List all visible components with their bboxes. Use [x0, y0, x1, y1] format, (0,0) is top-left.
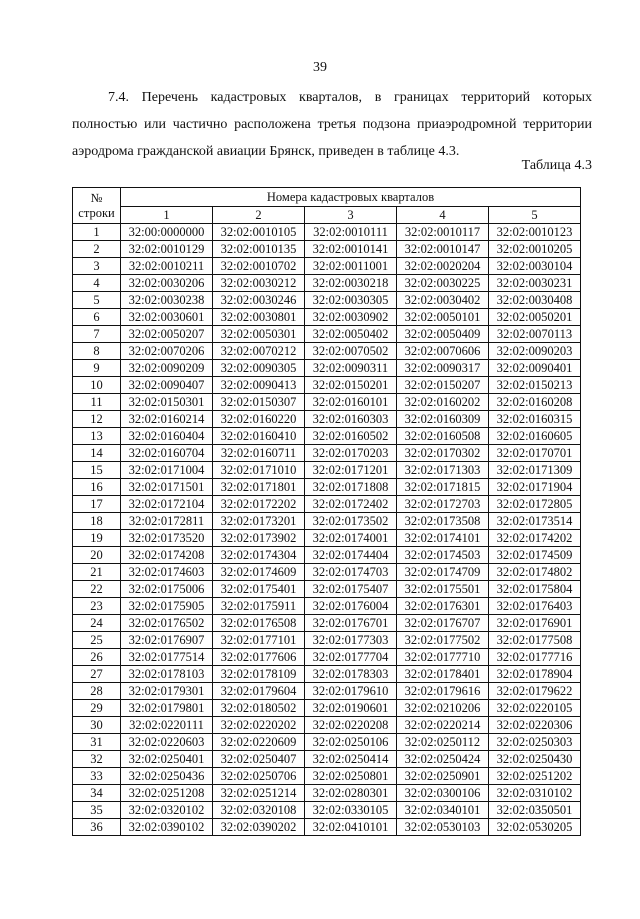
row-number-cell: 28 [73, 683, 121, 700]
cadastral-number-cell: 32:02:0174603 [121, 564, 213, 581]
intro-line-2: полностью или частично расположена третья подзона приаэродромной территории [72, 117, 592, 132]
cadastral-number-cell: 32:02:0090305 [213, 360, 305, 377]
cadastral-number-cell: 32:02:0177606 [213, 649, 305, 666]
cadastral-number-cell: 32:02:0174802 [489, 564, 581, 581]
cadastral-number-cell: 32:02:0171501 [121, 479, 213, 496]
table-header-row [73, 188, 581, 207]
cadastral-number-cell: 32:02:0178109 [213, 666, 305, 683]
cadastral-number-cell: 32:02:0174503 [397, 547, 489, 564]
cadastral-number-cell: 32:02:0010129 [121, 241, 213, 258]
table-row [73, 360, 581, 377]
cadastral-number-cell: 32:02:0070113 [489, 326, 581, 343]
cadastral-number-cell: 32:02:0090413 [213, 377, 305, 394]
cadastral-number-cell: 32:02:0160605 [489, 428, 581, 445]
cadastral-number-cell: 32:02:0020204 [397, 258, 489, 275]
cadastral-number-cell: 32:02:0390202 [213, 819, 305, 836]
row-number-cell: 3 [73, 258, 121, 275]
cadastral-number-cell: 32:02:0171004 [121, 462, 213, 479]
cadastral-number-cell: 32:02:0250436 [121, 768, 213, 785]
cadastral-number-cell: 32:02:0011001 [305, 258, 397, 275]
cadastral-number-cell: 32:02:0174101 [397, 530, 489, 547]
cadastral-number-cell: 32:02:0172104 [121, 496, 213, 513]
cadastral-number-cell: 32:02:0176004 [305, 598, 397, 615]
cadastral-number-cell: 32:02:0173502 [305, 513, 397, 530]
cadastral-number-cell: 32:02:0010147 [397, 241, 489, 258]
cadastral-number-cell: 32:02:0251214 [213, 785, 305, 802]
cadastral-number-cell: 32:02:0160101 [305, 394, 397, 411]
cadastral-number-cell: 32:02:0172402 [305, 496, 397, 513]
cadastral-number-cell: 32:02:0190601 [305, 700, 397, 717]
cadastral-number-cell: 32:02:0340101 [397, 802, 489, 819]
table-row [73, 547, 581, 564]
row-number-cell: 35 [73, 802, 121, 819]
row-number-cell: 11 [73, 394, 121, 411]
table-caption: Таблица 4.3 [521, 158, 592, 173]
cadastral-number-cell: 32:02:0030902 [305, 309, 397, 326]
cadastral-number-cell: 32:02:0010702 [213, 258, 305, 275]
cadastral-number-cell: 32:02:0172202 [213, 496, 305, 513]
cadastral-number-cell: 32:02:0174202 [489, 530, 581, 547]
row-number-cell: 4 [73, 275, 121, 292]
table-row [73, 462, 581, 479]
table-body [73, 224, 581, 836]
cadastral-number-cell: 32:02:0160220 [213, 411, 305, 428]
cadastral-number-cell: 32:02:0177101 [213, 632, 305, 649]
cadastral-number-cell: 32:02:0250303 [489, 734, 581, 751]
cadastral-number-cell: 32:02:0174208 [121, 547, 213, 564]
cadastral-number-cell: 32:02:0174609 [213, 564, 305, 581]
cadastral-number-cell: 32:02:0320102 [121, 802, 213, 819]
row-number-cell: 29 [73, 700, 121, 717]
page-number: 39 [313, 60, 327, 75]
cadastral-number-cell: 32:02:0010105 [213, 224, 305, 241]
cadastral-number-cell: 32:02:0050201 [489, 309, 581, 326]
cadastral-number-cell: 32:02:0172805 [489, 496, 581, 513]
cadastral-number-cell: 32:02:0210206 [397, 700, 489, 717]
table-row [73, 598, 581, 615]
table-row [73, 496, 581, 513]
cadastral-number-cell: 32:02:0176701 [305, 615, 397, 632]
cadastral-number-cell: 32:02:0160202 [397, 394, 489, 411]
cadastral-number-cell: 32:02:0178904 [489, 666, 581, 683]
cadastral-number-cell: 32:02:0171904 [489, 479, 581, 496]
row-number-cell: 33 [73, 768, 121, 785]
cadastral-number-cell: 32:02:0160502 [305, 428, 397, 445]
cadastral-number-cell: 32:02:0150301 [121, 394, 213, 411]
cadastral-number-cell: 32:02:0160208 [489, 394, 581, 411]
cadastral-number-cell: 32:02:0160309 [397, 411, 489, 428]
row-number-cell: 6 [73, 309, 121, 326]
cadastral-number-cell: 32:02:0010123 [489, 224, 581, 241]
cadastral-number-cell: 32:02:0010205 [489, 241, 581, 258]
table-row [73, 292, 581, 309]
cadastral-number-cell: 32:02:0175006 [121, 581, 213, 598]
cadastral-number-cell: 32:02:0176508 [213, 615, 305, 632]
row-number-cell: 34 [73, 785, 121, 802]
row-number-cell: 12 [73, 411, 121, 428]
row-number-cell: 17 [73, 496, 121, 513]
cadastral-number-cell: 32:02:0250706 [213, 768, 305, 785]
cadastral-number-cell: 32:02:0090407 [121, 377, 213, 394]
table-row [73, 632, 581, 649]
cadastral-number-cell: 32:02:0176907 [121, 632, 213, 649]
cadastral-number-cell: 32:02:0010135 [213, 241, 305, 258]
cadastral-number-cell: 32:02:0030225 [397, 275, 489, 292]
cadastral-number-cell: 32:02:0160214 [121, 411, 213, 428]
cadastral-number-cell: 32:02:0250401 [121, 751, 213, 768]
cadastral-number-cell: 32:02:0176707 [397, 615, 489, 632]
cadastral-number-cell: 32:02:0030104 [489, 258, 581, 275]
cadastral-number-cell: 32:02:0174404 [305, 547, 397, 564]
row-number-cell: 20 [73, 547, 121, 564]
table-row [73, 479, 581, 496]
cadastral-number-cell: 32:02:0179801 [121, 700, 213, 717]
cadastral-number-cell: 32:02:0030801 [213, 309, 305, 326]
intro-line-3: аэродрома гражданской авиации Брянск, приведен в таблице 4.3. [72, 144, 460, 159]
intro-line-1: 7.4. Перечень кадастровых кварталов, в границах территорий которых [108, 90, 592, 105]
column-number-2: 2 [213, 207, 305, 224]
cadastral-number-cell: 32:02:0179610 [305, 683, 397, 700]
cadastral-number-cell: 32:02:0170302 [397, 445, 489, 462]
row-number-cell: 27 [73, 666, 121, 683]
cadastral-number-cell: 32:02:0030601 [121, 309, 213, 326]
row-number-header-line2: строки [78, 205, 115, 220]
cadastral-number-cell: 32:02:0176502 [121, 615, 213, 632]
table-row [73, 224, 581, 241]
cadastral-number-cell: 32:02:0171303 [397, 462, 489, 479]
cadastral-number-cell: 32:02:0090203 [489, 343, 581, 360]
table-row [73, 394, 581, 411]
cadastral-number-cell: 32:02:0030305 [305, 292, 397, 309]
cadastral-numbers-header: Номера кадастровых кварталов [121, 188, 581, 207]
cadastral-number-cell: 32:02:0180502 [213, 700, 305, 717]
cadastral-number-cell: 32:02:0177704 [305, 649, 397, 666]
table-row [73, 768, 581, 785]
cadastral-number-cell: 32:02:0050402 [305, 326, 397, 343]
cadastral-number-cell: 32:02:0172811 [121, 513, 213, 530]
cadastral-number-cell: 32:02:0173508 [397, 513, 489, 530]
cadastral-number-cell: 32:02:0250801 [305, 768, 397, 785]
table-row [73, 819, 581, 836]
cadastral-number-cell: 32:02:0030218 [305, 275, 397, 292]
row-number-cell: 36 [73, 819, 121, 836]
row-number-cell: 5 [73, 292, 121, 309]
cadastral-number-cell: 32:02:0070212 [213, 343, 305, 360]
table-row [73, 751, 581, 768]
cadastral-number-cell: 32:02:0177508 [489, 632, 581, 649]
cadastral-number-cell: 32:02:0172703 [397, 496, 489, 513]
table-row [73, 666, 581, 683]
column-number-row [73, 207, 581, 224]
cadastral-number-cell: 32:02:0175804 [489, 581, 581, 598]
cadastral-number-cell: 32:02:0050409 [397, 326, 489, 343]
cadastral-number-cell: 32:02:0179301 [121, 683, 213, 700]
cadastral-number-cell: 32:02:0280301 [305, 785, 397, 802]
cadastral-number-cell: 32:02:0170203 [305, 445, 397, 462]
cadastral-number-cell: 32:02:0070606 [397, 343, 489, 360]
cadastral-number-cell: 32:02:0170701 [489, 445, 581, 462]
cadastral-number-cell: 32:02:0220306 [489, 717, 581, 734]
cadastral-number-cell: 32:02:0160704 [121, 445, 213, 462]
cadastral-number-cell: 32:02:0530205 [489, 819, 581, 836]
row-number-cell: 10 [73, 377, 121, 394]
cadastral-number-cell: 32:02:0175401 [213, 581, 305, 598]
cadastral-number-cell: 32:02:0090401 [489, 360, 581, 377]
table-row [73, 564, 581, 581]
row-number-header [73, 188, 121, 224]
table-row [73, 649, 581, 666]
cadastral-number-cell: 32:02:0177303 [305, 632, 397, 649]
cadastral-number-cell: 32:02:0250407 [213, 751, 305, 768]
cadastral-number-cell: 32:02:0310102 [489, 785, 581, 802]
table-row [73, 377, 581, 394]
table-row [73, 343, 581, 360]
cadastral-number-cell: 32:02:0410101 [305, 819, 397, 836]
cadastral-number-cell: 32:02:0176403 [489, 598, 581, 615]
cadastral-number-cell: 32:00:0000000 [121, 224, 213, 241]
cadastral-number-cell: 32:02:0010111 [305, 224, 397, 241]
cadastral-number-cell: 32:02:0150207 [397, 377, 489, 394]
intro-paragraph [72, 84, 592, 165]
cadastral-number-cell: 32:02:0175905 [121, 598, 213, 615]
row-number-cell: 8 [73, 343, 121, 360]
cadastral-number-cell: 32:02:0220603 [121, 734, 213, 751]
cadastral-number-cell: 32:02:0177514 [121, 649, 213, 666]
cadastral-number-cell: 32:02:0030246 [213, 292, 305, 309]
cadastral-number-cell: 32:02:0175911 [213, 598, 305, 615]
cadastral-number-cell: 32:02:0030212 [213, 275, 305, 292]
cadastral-number-cell: 32:02:0320108 [213, 802, 305, 819]
cadastral-number-cell: 32:02:0250414 [305, 751, 397, 768]
cadastral-number-cell: 32:02:0171201 [305, 462, 397, 479]
cadastral-number-cell: 32:02:0030402 [397, 292, 489, 309]
cadastral-number-cell: 32:02:0175407 [305, 581, 397, 598]
cadastral-number-cell: 32:02:0175501 [397, 581, 489, 598]
cadastral-number-cell: 32:02:0220609 [213, 734, 305, 751]
cadastral-number-cell: 32:02:0171815 [397, 479, 489, 496]
cadastral-number-cell: 32:02:0160303 [305, 411, 397, 428]
cadastral-number-cell: 32:02:0174304 [213, 547, 305, 564]
cadastral-number-cell: 32:02:0173520 [121, 530, 213, 547]
row-number-cell: 32 [73, 751, 121, 768]
cadastral-number-cell: 32:02:0179622 [489, 683, 581, 700]
table-row [73, 326, 581, 343]
cadastral-number-cell: 32:02:0150201 [305, 377, 397, 394]
table-row [73, 258, 581, 275]
cadastral-number-cell: 32:02:0070502 [305, 343, 397, 360]
cadastral-number-cell: 32:02:0090317 [397, 360, 489, 377]
column-number-3: 3 [305, 207, 397, 224]
cadastral-number-cell: 32:02:0030408 [489, 292, 581, 309]
row-number-cell: 22 [73, 581, 121, 598]
cadastral-number-cell: 32:02:0030238 [121, 292, 213, 309]
cadastral-number-cell: 32:02:0174709 [397, 564, 489, 581]
cadastral-number-cell: 32:02:0173902 [213, 530, 305, 547]
cadastral-number-cell: 32:02:0177716 [489, 649, 581, 666]
cadastral-number-cell: 32:02:0160711 [213, 445, 305, 462]
cadastral-number-cell: 32:02:0010141 [305, 241, 397, 258]
table-row [73, 734, 581, 751]
table-row [73, 530, 581, 547]
cadastral-number-cell: 32:02:0176901 [489, 615, 581, 632]
cadastral-number-cell: 32:02:0178401 [397, 666, 489, 683]
cadastral-number-cell: 32:02:0160315 [489, 411, 581, 428]
cadastral-number-cell: 32:02:0150307 [213, 394, 305, 411]
cadastral-number-cell: 32:02:0250901 [397, 768, 489, 785]
cadastral-number-cell: 32:02:0177502 [397, 632, 489, 649]
row-number-cell: 7 [73, 326, 121, 343]
row-number-cell: 24 [73, 615, 121, 632]
table-row [73, 802, 581, 819]
cadastral-number-cell: 32:02:0090311 [305, 360, 397, 377]
table-row [73, 445, 581, 462]
table-row [73, 411, 581, 428]
column-number-1: 1 [121, 207, 213, 224]
cadastral-number-cell: 32:02:0250106 [305, 734, 397, 751]
row-number-header-line1: № [90, 190, 103, 205]
cadastral-number-cell: 32:02:0250112 [397, 734, 489, 751]
cadastral-number-cell: 32:02:0050207 [121, 326, 213, 343]
cadastral-number-cell: 32:02:0330105 [305, 802, 397, 819]
row-number-cell: 31 [73, 734, 121, 751]
cadastral-quarters-table [72, 187, 581, 836]
cadastral-number-cell: 32:02:0251208 [121, 785, 213, 802]
row-number-cell: 14 [73, 445, 121, 462]
table-row [73, 683, 581, 700]
table-row [73, 615, 581, 632]
cadastral-number-cell: 32:02:0178103 [121, 666, 213, 683]
table-row [73, 241, 581, 258]
cadastral-number-cell: 32:02:0160404 [121, 428, 213, 445]
cadastral-number-cell: 32:02:0178303 [305, 666, 397, 683]
row-number-cell: 18 [73, 513, 121, 530]
cadastral-number-cell: 32:02:0050301 [213, 326, 305, 343]
row-number-cell: 2 [73, 241, 121, 258]
cadastral-number-cell: 32:02:0050101 [397, 309, 489, 326]
cadastral-number-cell: 32:02:0220214 [397, 717, 489, 734]
cadastral-number-cell: 32:02:0250424 [397, 751, 489, 768]
row-number-cell: 1 [73, 224, 121, 241]
cadastral-number-cell: 32:02:0390102 [121, 819, 213, 836]
cadastral-number-cell: 32:02:0171309 [489, 462, 581, 479]
column-number-5: 5 [489, 207, 581, 224]
cadastral-number-cell: 32:02:0350501 [489, 802, 581, 819]
row-number-cell: 26 [73, 649, 121, 666]
cadastral-number-cell: 32:02:0171801 [213, 479, 305, 496]
cadastral-number-cell: 32:02:0160410 [213, 428, 305, 445]
column-number-4: 4 [397, 207, 489, 224]
cadastral-number-cell: 32:02:0179616 [397, 683, 489, 700]
row-number-cell: 9 [73, 360, 121, 377]
table-row [73, 785, 581, 802]
cadastral-number-cell: 32:02:0090209 [121, 360, 213, 377]
row-number-cell: 19 [73, 530, 121, 547]
cadastral-number-cell: 32:02:0250430 [489, 751, 581, 768]
cadastral-number-cell: 32:02:0010117 [397, 224, 489, 241]
cadastral-number-cell: 32:02:0174001 [305, 530, 397, 547]
table-row [73, 581, 581, 598]
row-number-cell: 30 [73, 717, 121, 734]
cadastral-number-cell: 32:02:0174509 [489, 547, 581, 564]
cadastral-number-cell: 32:02:0300106 [397, 785, 489, 802]
row-number-cell: 15 [73, 462, 121, 479]
cadastral-number-cell: 32:02:0010211 [121, 258, 213, 275]
cadastral-number-cell: 32:02:0160508 [397, 428, 489, 445]
cadastral-number-cell: 32:02:0150213 [489, 377, 581, 394]
row-number-cell: 16 [73, 479, 121, 496]
cadastral-number-cell: 32:02:0030231 [489, 275, 581, 292]
cadastral-number-cell: 32:02:0176301 [397, 598, 489, 615]
cadastral-number-cell: 32:02:0171808 [305, 479, 397, 496]
cadastral-number-cell: 32:02:0530103 [397, 819, 489, 836]
table-row [73, 700, 581, 717]
cadastral-number-cell: 32:02:0220202 [213, 717, 305, 734]
cadastral-number-cell: 32:02:0179604 [213, 683, 305, 700]
row-number-cell: 21 [73, 564, 121, 581]
cadastral-number-cell: 32:02:0171010 [213, 462, 305, 479]
cadastral-number-cell: 32:02:0251202 [489, 768, 581, 785]
row-number-cell: 13 [73, 428, 121, 445]
table-row [73, 428, 581, 445]
table-row [73, 309, 581, 326]
cadastral-number-cell: 32:02:0177710 [397, 649, 489, 666]
row-number-cell: 25 [73, 632, 121, 649]
cadastral-number-cell: 32:02:0030206 [121, 275, 213, 292]
cadastral-number-cell: 32:02:0220111 [121, 717, 213, 734]
cadastral-number-cell: 32:02:0173201 [213, 513, 305, 530]
table-row [73, 275, 581, 292]
cadastral-number-cell: 32:02:0220208 [305, 717, 397, 734]
cadastral-number-cell: 32:02:0173514 [489, 513, 581, 530]
table-row [73, 513, 581, 530]
table-row [73, 717, 581, 734]
cadastral-number-cell: 32:02:0220105 [489, 700, 581, 717]
cadastral-number-cell: 32:02:0070206 [121, 343, 213, 360]
cadastral-number-cell: 32:02:0174703 [305, 564, 397, 581]
row-number-cell: 23 [73, 598, 121, 615]
